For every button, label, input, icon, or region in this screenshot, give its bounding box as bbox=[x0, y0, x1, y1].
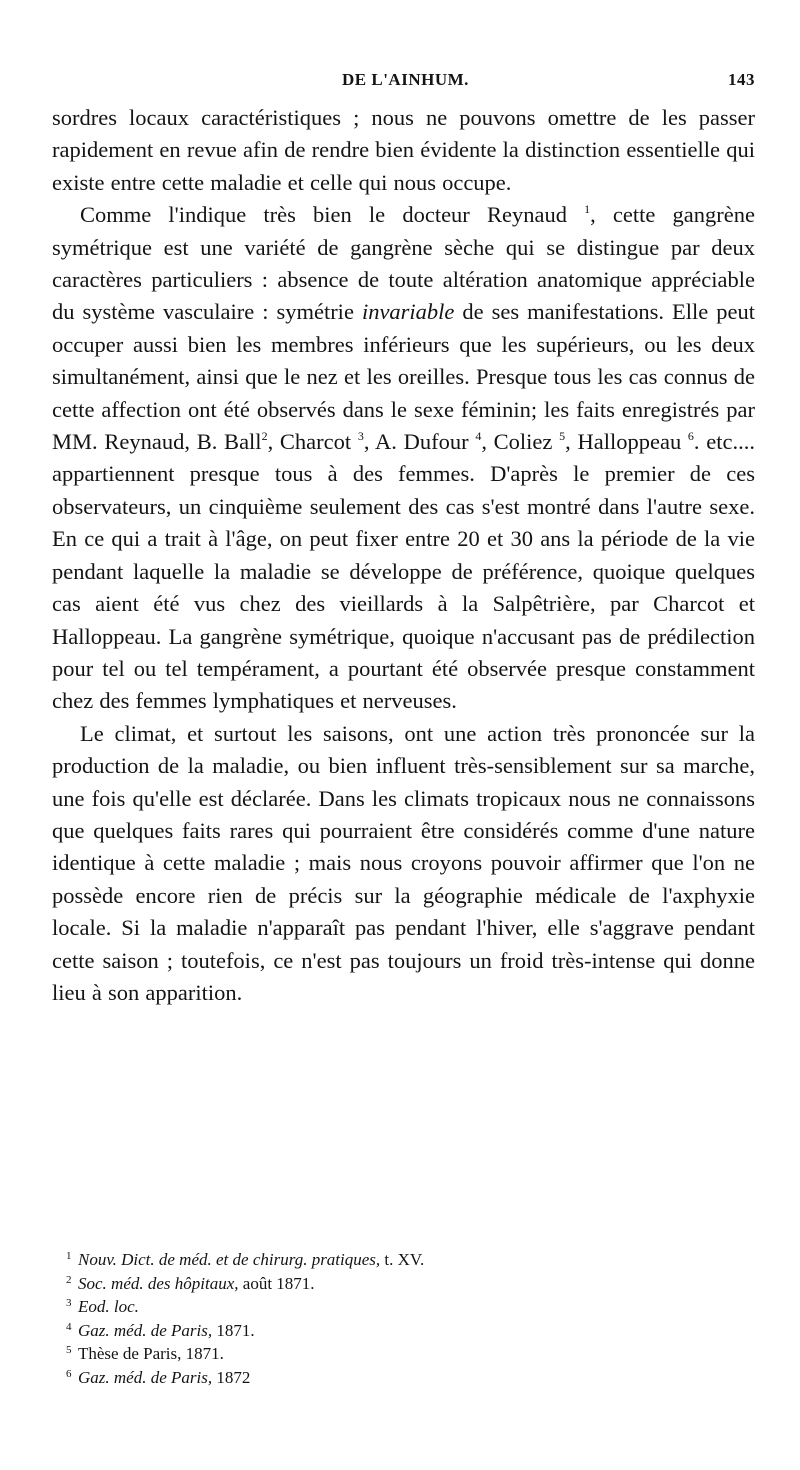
book-page bbox=[52, 70, 755, 1450]
footnote-source: Soc. méd. des hôpitaux, bbox=[78, 1273, 239, 1293]
footnote-ref-3[interactable]: 3 bbox=[357, 429, 364, 444]
footnote-detail: 1871. bbox=[212, 1320, 255, 1340]
text-run: , Halloppeau bbox=[565, 429, 688, 455]
page-number: 143 bbox=[728, 70, 755, 89]
footnote-detail: t. XV. bbox=[380, 1250, 425, 1269]
footnote-5: $^5$ Thèse de Paris, 1871. bbox=[66, 1344, 224, 1363]
paragraph-1: sordres locaux caractéristiques ; nous ne pouvons omettre de les passer rapidement en revue afin de rendre bien évidente la distinction essentielle qui existe entre cette maladie et celle qui nous occupe. bbox=[52, 105, 755, 195]
footnote-source: Gaz. méd. de Paris, bbox=[78, 1367, 213, 1387]
paragraph-2 bbox=[52, 199, 755, 718]
text-run: , Coliez bbox=[481, 429, 560, 455]
text-run: de ses manifestations. Elle peut occuper aussi bien les membres inférieurs que les supérieurs, ou les deux simultanément, ainsi que le nez et les oreilles. Presque tous les cas connus de cette affection ont été observés dans le sexe féminin; les faits enregistrés par MM. Reynaud, B. Ball bbox=[52, 299, 755, 455]
footnote-ref-1[interactable]: 1 bbox=[584, 202, 591, 217]
text-run: . etc.... appartiennent presque tous à des femmes. D'après le premier de ces observateurs, un cinquième seulement des cas s'est montré dans l'autre sexe. En ce qui a trait à l'âge, on peut fixer entre 20 et 30 ans la période de la vie pendant laquelle la maladie se développe de préférence, quoique quelques cas aient été vus chez des vieillards à la Salpêtrière, par Charcot et Halloppeau. La gangrène symétrique, quoique n'accusant pas de prédilection pour tel ou tel tempérament, a pourtant été observée presque constamment chez des femmes lymphatiques et nerveuses. bbox=[52, 429, 755, 714]
text-run: , cette gangrène symétrique est une variété de gangrène sèche qui se distingue par deux caractères particuliers : absence de toute altération anatomique appréciable du système vasculaire : symétrie bbox=[52, 202, 755, 325]
footnote-ref-2[interactable]: 2 bbox=[261, 429, 268, 444]
running-title: DE L'AINHUM. bbox=[342, 70, 469, 89]
footnote-2: $^2$ Soc. méd. des hôpitaux, août 1871. bbox=[66, 1273, 315, 1293]
main-text bbox=[52, 102, 755, 1009]
footnote-1: $^1$ Nouv. Dict. de méd. et de chirurg. pratiques, t. XV. bbox=[66, 1250, 425, 1269]
text-run: Comme l'indique très bien le docteur Reynaud bbox=[80, 202, 585, 228]
footnote-detail: Thèse de Paris, 1871. bbox=[78, 1344, 224, 1363]
footnotes bbox=[66, 1248, 424, 1389]
text-run: , Charcot bbox=[267, 429, 358, 455]
footnote-source: Gaz. méd. de Paris, bbox=[78, 1320, 213, 1340]
footnote-ref-4[interactable]: 4 bbox=[475, 429, 482, 444]
footnote-detail: 1872 bbox=[212, 1367, 251, 1387]
footnote-source: Eod. loc. bbox=[78, 1297, 139, 1316]
footnote-ref-6[interactable]: 6 bbox=[687, 429, 694, 444]
footnote-6: $^6$ Gaz. méd. de Paris, 1872 bbox=[66, 1367, 251, 1387]
footnote-3: $^3$ Eod. loc. bbox=[66, 1297, 139, 1316]
footnote-ref-5[interactable]: 5 bbox=[559, 429, 566, 444]
footnote-detail: août 1871. bbox=[238, 1273, 315, 1293]
footnote-source: Nouv. Dict. de méd. et de chirurg. pratiques, bbox=[78, 1250, 381, 1269]
paragraph-3: Le climat, et surtout les saisons, ont une action très prononcée sur la production de la maladie, ou bien influent très-sensiblement sur sa marche, une fois qu'elle est déclarée. Dans les climats tropicaux nous ne connaissons que quelques faits rares qui pourraient être considérés comme d'une nature identique à cette maladie ; mais nous croyons pouvoir affirmer que l'on ne possède encore rien de précis sur la géographie médicale de l'axphyxie locale. Si la maladie n'apparaît pas pendant l'hiver, elle s'aggrave pendant cette saison ; toutefois, ce n'est pas toujours un froid très-intense qui donne lieu à son apparition. bbox=[52, 720, 755, 1005]
emphasis-text: invariable bbox=[361, 299, 455, 325]
running-head bbox=[52, 70, 755, 98]
footnote-4: $^4$ Gaz. méd. de Paris, 1871. bbox=[66, 1320, 255, 1340]
text-run: , A. Dufour bbox=[363, 429, 476, 455]
